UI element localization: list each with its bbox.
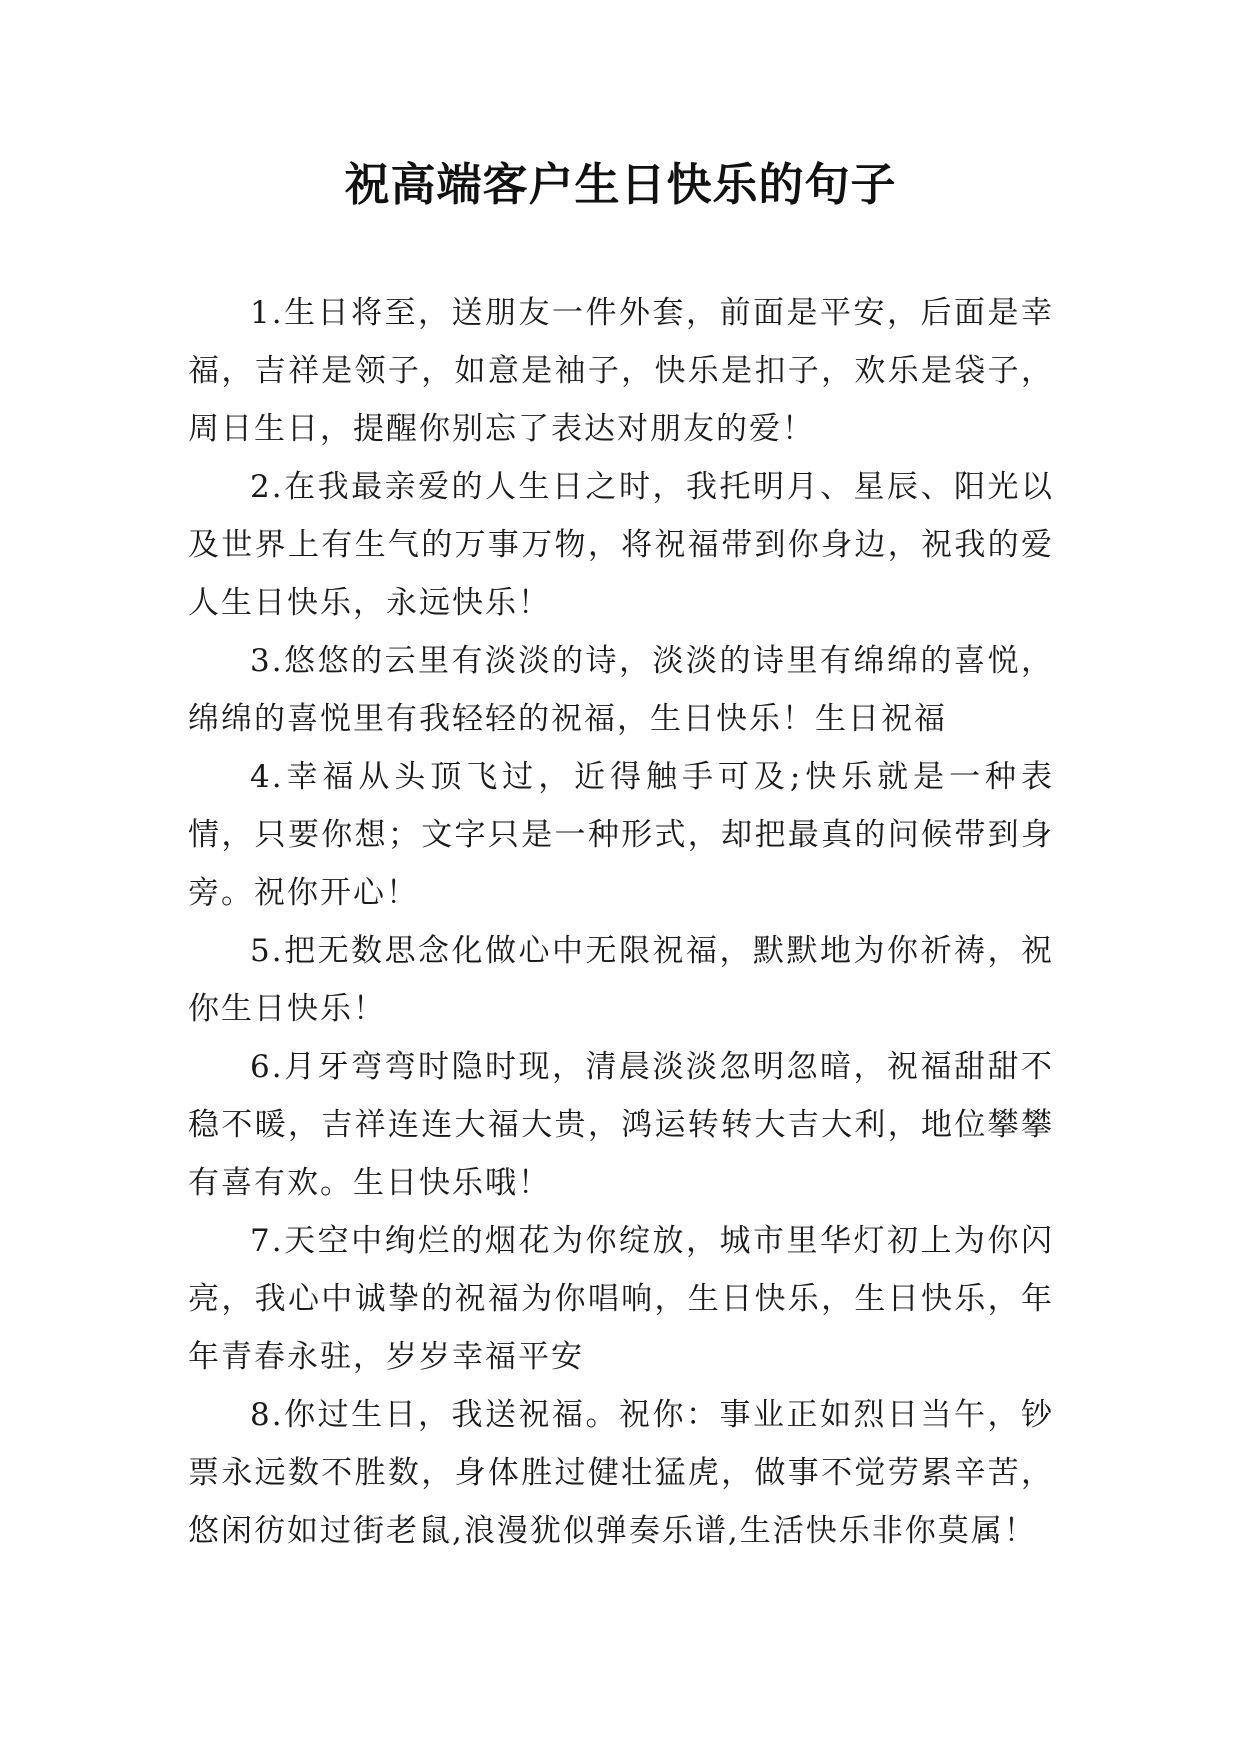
document-body [188, 284, 1054, 1560]
paragraph-7: 7.天空中绚烂的烟花为你绽放，城市里华灯初上为你闪亮，我心中诚挚的祝福为你唱响，生日快乐，生日快乐，年年青春永驻，岁岁幸福平安 [188, 1223, 1054, 1375]
paragraph-4: 4.幸福从头顶飞过，近得触手可及;快乐就是一种表情，只要你想；文字只是一种形式，却把最真的问候带到身旁。祝你开心！ [188, 759, 1054, 911]
paragraph-6: 6.月牙弯弯时隐时现，清晨淡淡忽明忽暗，祝福甜甜不稳不暖，吉祥连连大福大贵，鸿运转转大吉大利，地位攀攀有喜有欢。生日快乐哦！ [188, 1049, 1054, 1201]
document-title: 祝高端客户生日快乐的句子 [344, 158, 897, 211]
paragraph-1: 1.生日将至，送朋友一件外套，前面是平安，后面是幸福，吉祥是领子，如意是袖子，快乐是扣子，欢乐是袋子，周日生日，提醒你别忘了表达对朋友的爱！ [188, 295, 1054, 447]
paragraph-8: 8.你过生日，我送祝福。祝你：事业正如烈日当午，钞票永远数不胜数，身体胜过健壮猛虎，做事不觉劳累辛苦，悠闲彷如过街老鼠,浪漫犹似弹奏乐谱,生活快乐非你莫属！ [188, 1397, 1054, 1549]
paragraph-2: 2.在我最亲爱的人生日之时，我托明月、星辰、阳光以及世界上有生气的万事万物，将祝福带到你身边，祝我的爱人生日快乐，永远快乐！ [188, 469, 1054, 621]
paragraph-3: 3.悠悠的云里有淡淡的诗，淡淡的诗里有绵绵的喜悦，绵绵的喜悦里有我轻轻的祝福，生日快乐！生日祝福 [188, 643, 1054, 737]
paragraph-5: 5.把无数思念化做心中无限祝福，默默地为你祈祷，祝你生日快乐！ [188, 933, 1054, 1027]
